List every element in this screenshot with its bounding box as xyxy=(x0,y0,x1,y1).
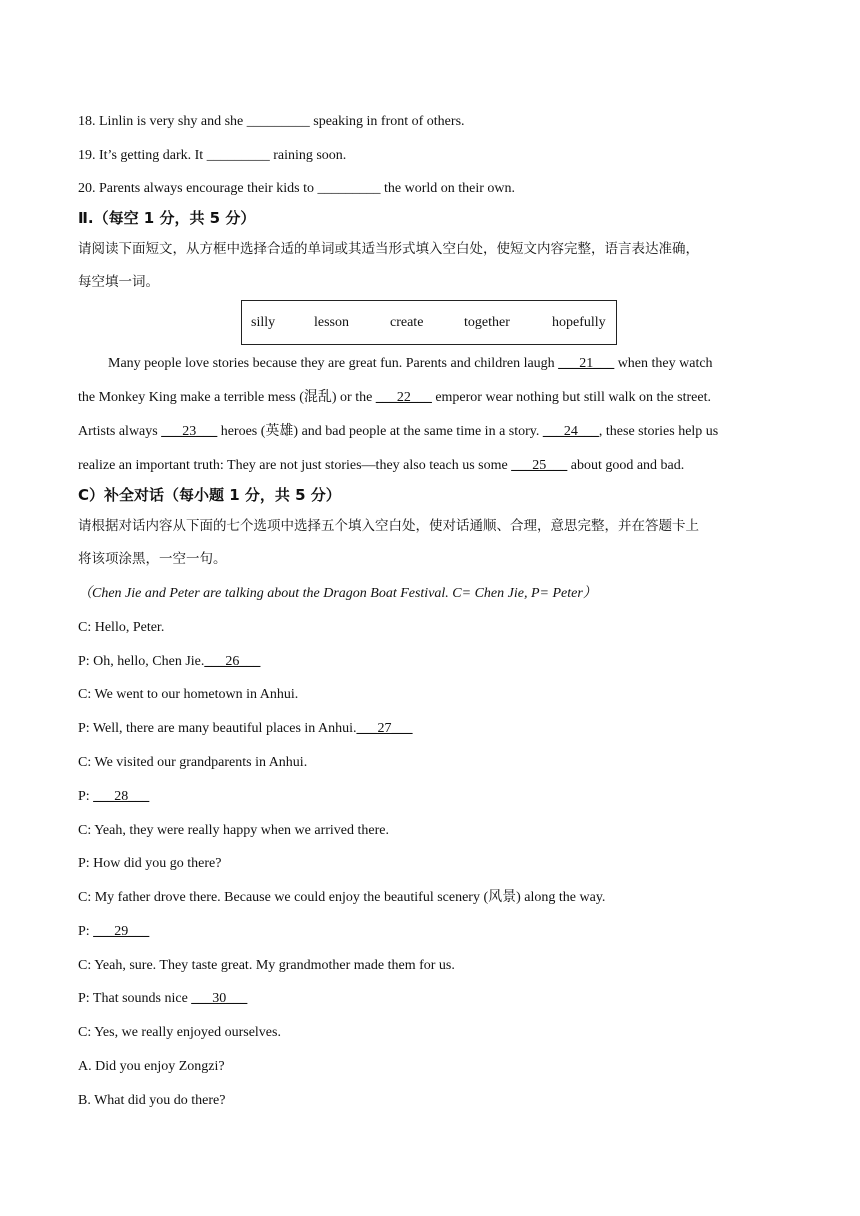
answer-blank: _________ xyxy=(317,181,381,196)
dialogue-blank-29: ___29___ xyxy=(93,924,150,939)
dialogue-line: P: ___29___ xyxy=(78,924,150,939)
dialogue-line: C: Yeah, they were really happy when we arrived there. xyxy=(78,823,390,838)
dialogue-line: C: Hello, Peter. xyxy=(78,620,165,635)
dialogue-line: C: We went to our hometown in Anhui. xyxy=(78,687,299,702)
passage-blank-22: ___22___ xyxy=(375,390,432,405)
passage-line: the Monkey King make a terrible mess (混乱) or the ___22___ emperor wear nothing but still walk on the street. xyxy=(78,390,711,405)
question-18: 18. Linlin is very shy and she _________ speaking in front of others. xyxy=(78,114,465,129)
dialogue-blank-28: ___28___ xyxy=(93,789,150,804)
section-c-instruction: 请根据对话内容从下面的七个选项中选择五个填入空白处，使对话通顺、合理，意思完整，并在答题卡上 xyxy=(78,518,699,534)
section-2-heading: Ⅱ.（每空 1 分，共 5 分） xyxy=(78,209,256,227)
dialogue-line: C: Yes, we really enjoyed ourselves. xyxy=(78,1025,281,1040)
dialogue-line: P: How did you go there? xyxy=(78,856,222,871)
passage-line: Artists always ___23___ heroes (英雄) and bad people at the same time in a story. ___24___, these stories help us xyxy=(78,424,719,439)
section-c-instruction-cont: 将该项涂黑，一空一句。 xyxy=(78,551,227,567)
word-option: hopefully xyxy=(552,315,606,330)
passage-blank-25: ___25___ xyxy=(511,458,568,473)
dialogue-line: C: My father drove there. Because we could enjoy the beautiful scenery (风景) along the way. xyxy=(78,890,606,905)
word-option: together xyxy=(464,315,510,330)
dialogue-line: P: ___28___ xyxy=(78,789,150,804)
passage-line: realize an important truth: They are not just stories—they also teach us some ___25___ about good and bad. xyxy=(78,458,685,473)
passage-blank-23: ___23___ xyxy=(161,424,218,439)
question-19: 19. It’s getting dark. It _________ raining soon. xyxy=(78,148,347,163)
option-b: B. What did you do there? xyxy=(78,1093,226,1108)
dialogue-blank-27: ___27___ xyxy=(356,721,413,736)
dialogue-blank-30: ___30___ xyxy=(191,991,248,1006)
word-option: silly xyxy=(251,315,276,330)
dialogue-line: P: Oh, hello, Chen Jie.___26___ xyxy=(78,654,261,669)
answer-blank: _________ xyxy=(246,114,310,129)
dialogue-line: C: We visited our grandparents in Anhui. xyxy=(78,755,308,770)
word-box xyxy=(241,300,617,345)
dialogue-line: C: Yeah, sure. They taste great. My grandmother made them for us. xyxy=(78,958,455,973)
dialogue-blank-26: ___26___ xyxy=(204,654,261,669)
word-option: lesson xyxy=(314,315,349,330)
section-c-heading: C）补全对话（每小题 1 分，共 5 分） xyxy=(78,486,341,504)
word-option: create xyxy=(390,315,424,330)
passage-blank-24: ___24___ xyxy=(542,424,599,439)
passage-line: Many people love stories because they are great fun. Parents and children laugh ___21___ when they watch xyxy=(108,356,713,371)
dialogue-line: P: That sounds nice ___30___ xyxy=(78,991,248,1006)
dialogue-line: P: Well, there are many beautiful places in Anhui.___27___ xyxy=(78,721,413,736)
option-a: A. Did you enjoy Zongzi? xyxy=(78,1059,225,1074)
section-2-instruction-cont: 每空填一词。 xyxy=(78,274,159,290)
dialogue-context: （Chen Jie and Peter are talking about the Dragon Boat Festival. C= Chen Jie, P= Peter） xyxy=(78,586,597,601)
answer-blank: _________ xyxy=(206,148,270,163)
section-2-instruction: 请阅读下面短文，从方框中选择合适的单词或其适当形式填入空白处，使短文内容完整，语言表达准确， xyxy=(78,241,699,257)
passage-blank-21: ___21___ xyxy=(558,356,615,371)
question-20: 20. Parents always encourage their kids to _________ the world on their own. xyxy=(78,181,516,196)
